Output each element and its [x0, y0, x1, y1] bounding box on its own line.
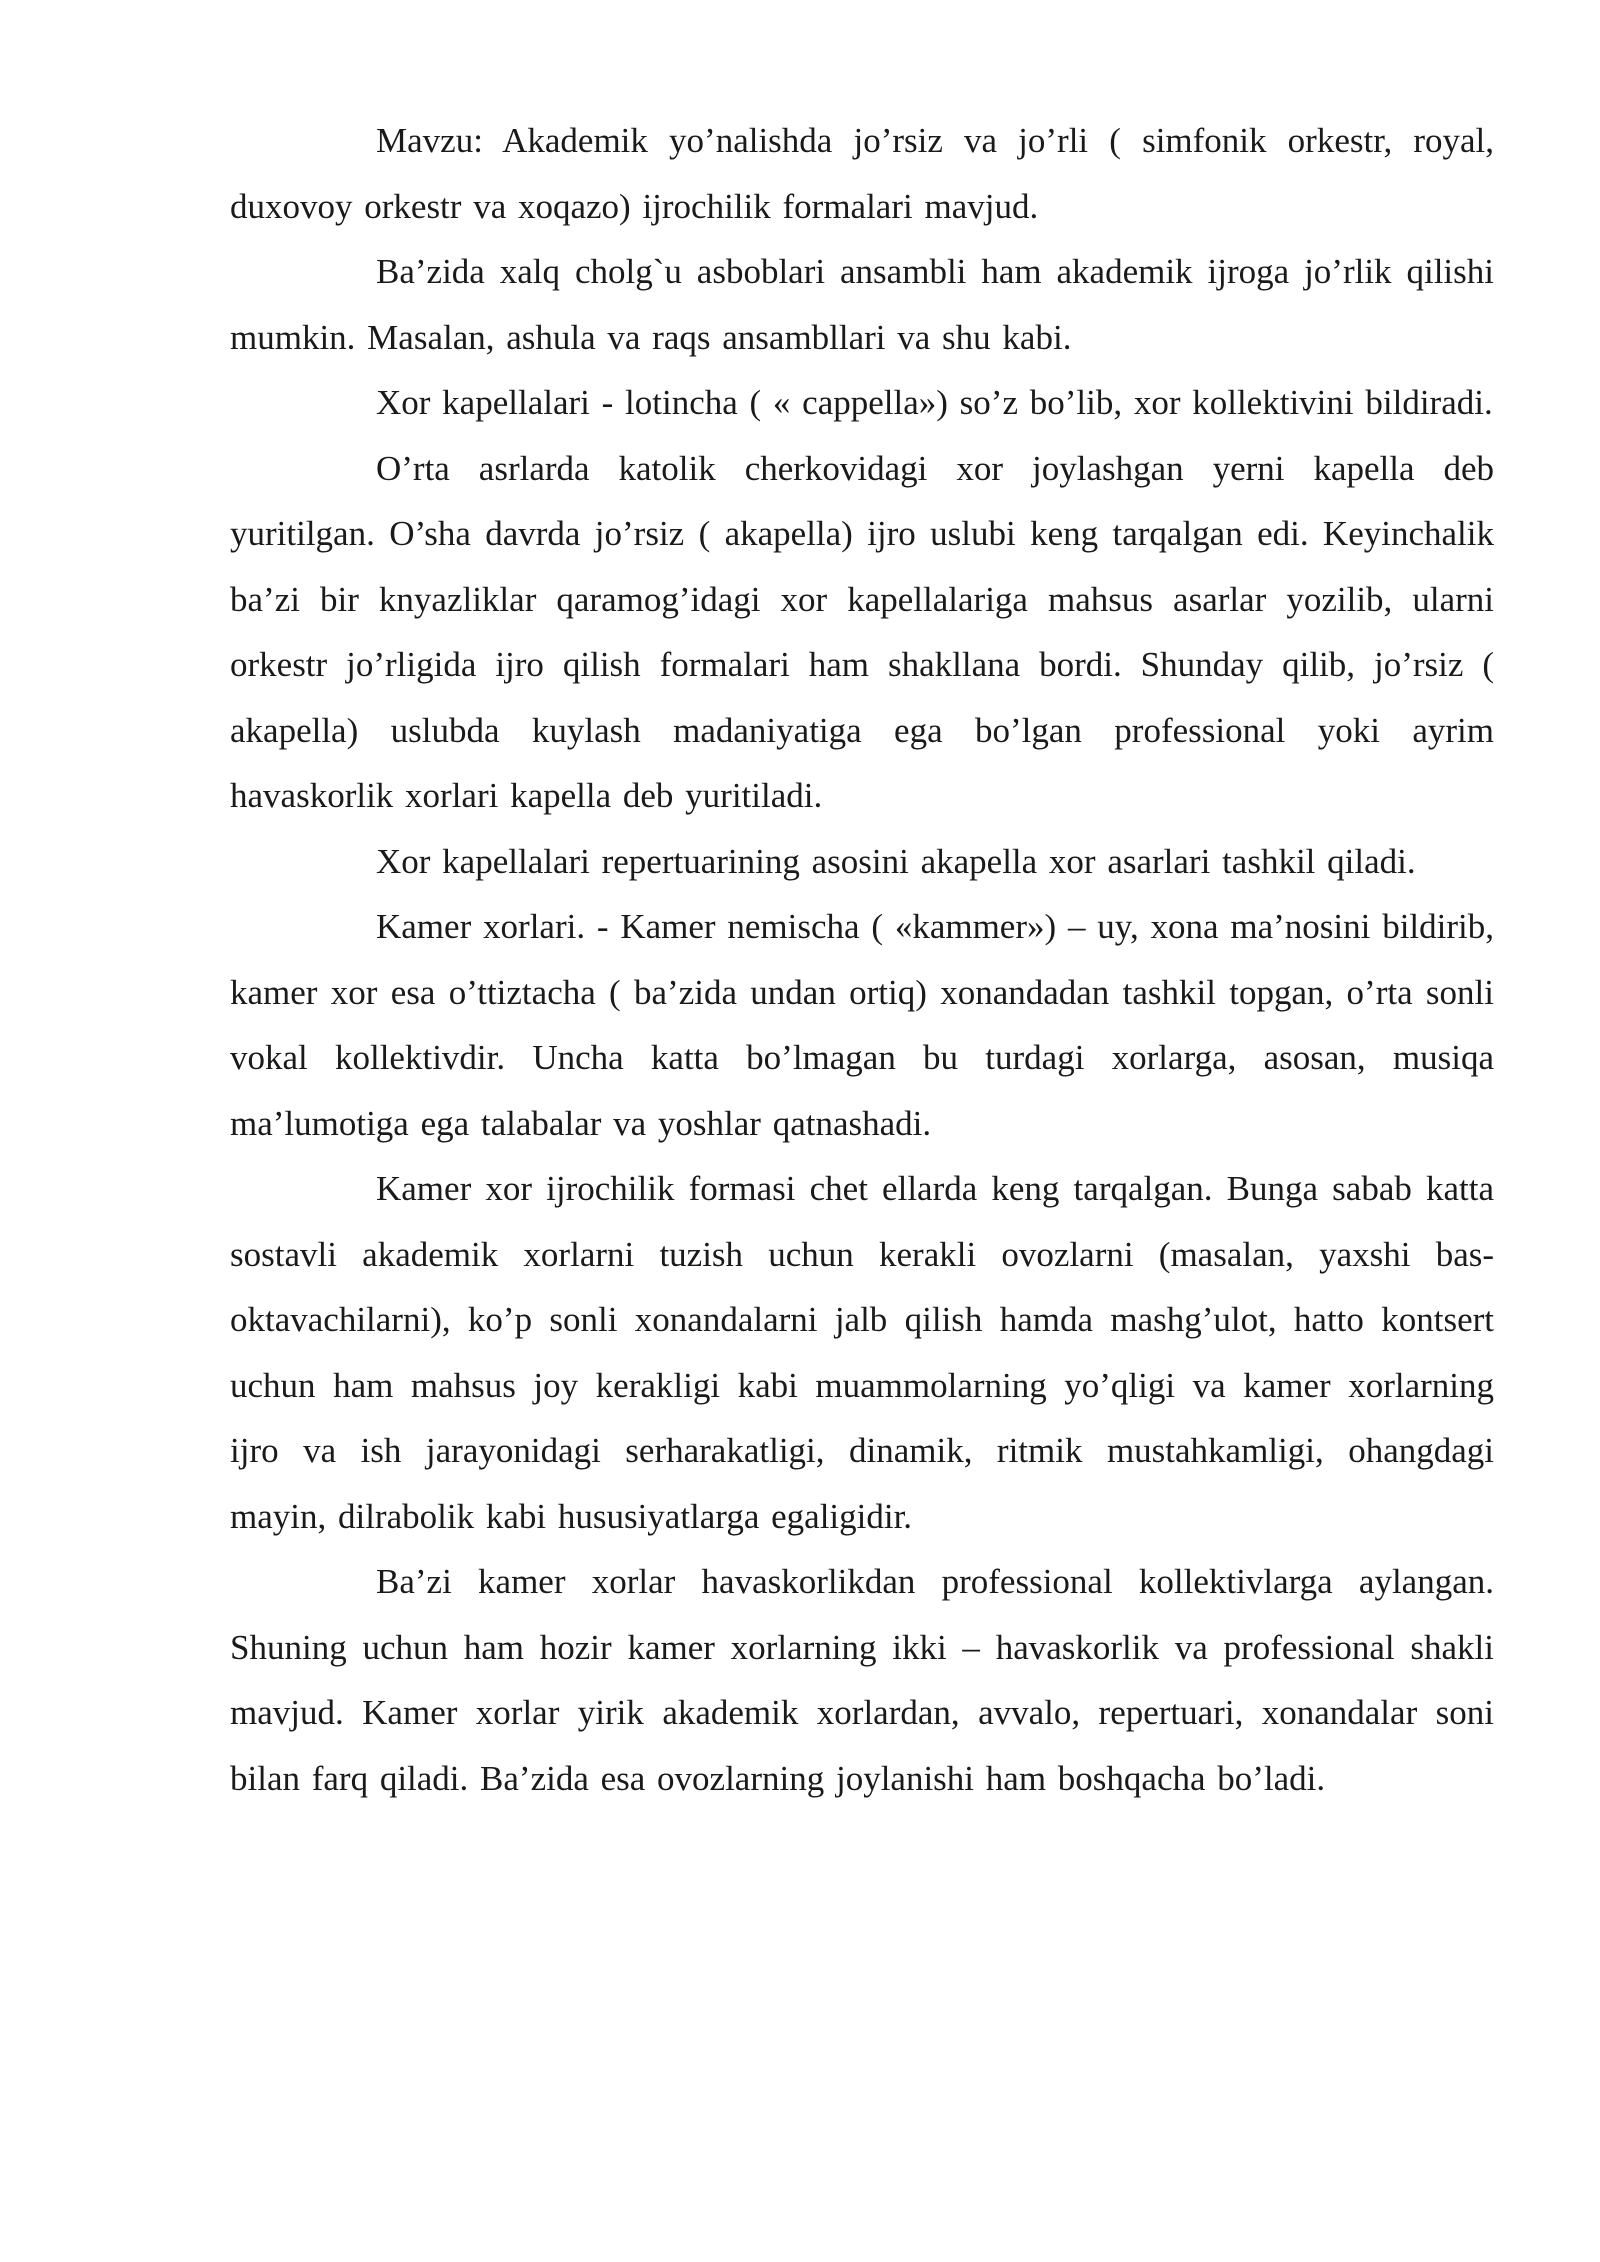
paragraph-choir-chapels: Xor kapellalari - lotincha ( « cappella») so’z bo’lib, xor kollektivini bildiradi. [376, 383, 1493, 422]
paragraph-chamber-choirs: Kamer xorlari. - Kamer nemischa ( «kammer») – uy, xona ma’nosini bildirib, kamer xor esa o’ttiztacha ( ba’zida undan ortiq) xonandadan tashkil topgan, o’rta sonli vokal kollektivdir. Uncha katta bo’lmagan bu turdagi xorlarga, asosan, musiqa ma’lumotiga ega talabalar va yoshlar qatnashadi. [230, 907, 1494, 1143]
paragraph-folk-ensembles: Ba’zida xalq cholg`u asboblari ansambli ham akademik ijroga jo’rlik qilishi mumkin. Masalan, ashula va raqs ansambllari va shu kabi. [230, 252, 1494, 357]
paragraph-amateur-professional: Ba’zi kamer xorlar havaskorlikdan professional kollektivlarga aylangan. Shuning uchun ham hozir kamer xorlarning ikki – havaskorlik va professional shakli mavjud. Kamer xorlar yirik akademik xorlardan, avvalo, repertuari, xonandalar soni bilan farq qiladi. Ba’zida esa ovozlarning joylanishi ham boshqacha bo’ladi. [230, 1562, 1494, 1798]
paragraph-middle-ages: O’rta asrlarda katolik cherkovidagi xor joylashgan yerni kapella deb yuritilgan. O’sha davrda jo’rsiz ( akapella) ijro uslubi keng tarqalgan edi. Keyinchalik ba’zi bir knyazliklar qaramog’idagi xor kapellalariga mahsus asarlar yozilib, ularni orkestr jo’rligida ijro qilish formalari ham shakllana bordi. Shunday qilib, jo’rsiz ( akapella) uslubda kuylash madaniyatiga ega bo’lgan professional yoki ayrim havaskorlik xorlari kapella deb yuritiladi. [230, 448, 1494, 815]
paragraph-topic: Mavzu: Akademik yo’nalishda jo’rsiz va jo’rli ( simfonik orkestr, royal, duxovoy orkestr va xoqazo) ijrochilik formalari mavjud. [230, 121, 1494, 226]
paragraph-chamber-abroad: Kamer xor ijrochilik formasi chet ellarda keng tarqalgan. Bunga sabab katta sostavli akademik xorlarni tuzish uchun kerakli ovozlarni (masalan, yaxshi bas-oktavachilarni), ko’p sonli xonandalarni jalb qilish hamda mashg’ulot, hatto kontsert uchun ham mahsus joy kerakligi kabi muammolarning yo’qligi va kamer xorlarning ijro va ish jarayonidagi serharakatligi, dinamik, ritmik mustahkamligi, ohangdagi mayin, dilrabolik kabi hususiyatlarga egaligidir. [230, 1169, 1494, 1536]
paragraph-chapel-repertoire: Xor kapellalari repertuarining asosini akapella xor asarlari tashkil qiladi. [376, 841, 1416, 881]
document-page [230, 108, 1494, 1811]
